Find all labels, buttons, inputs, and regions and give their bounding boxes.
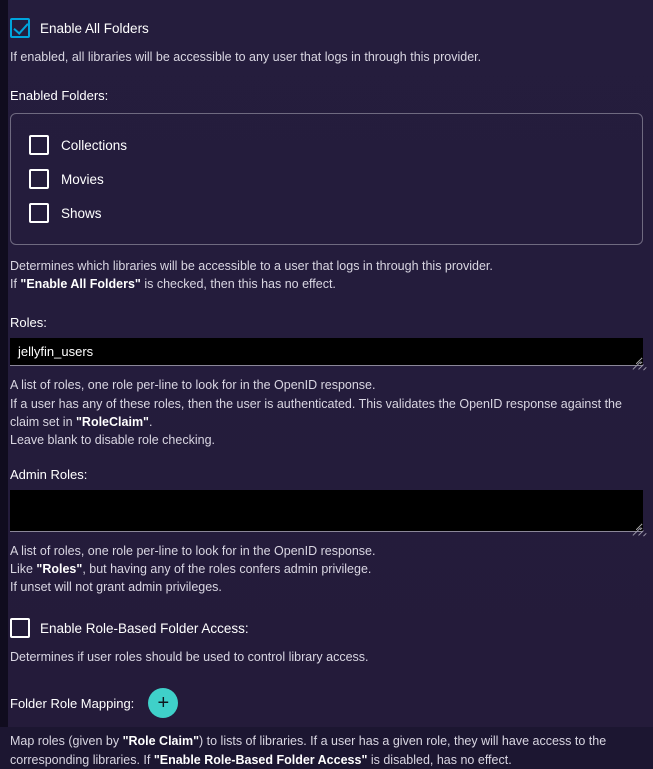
list-item[interactable]: [29, 162, 630, 196]
folder-checkbox-movies[interactable]: [29, 169, 49, 189]
helper-text-strong: "Enable All Folders": [20, 277, 141, 292]
roles-helper-line4: Leave blank to disable role checking.: [10, 432, 215, 447]
folder-label-shows: Shows: [61, 205, 102, 221]
roles-label: Roles:: [10, 315, 47, 331]
folder-role-mapping-helper-line2: [10, 751, 643, 769]
role-based-folder-access-row[interactable]: [10, 618, 643, 638]
helper-text-post: .: [148, 414, 153, 429]
left-gutter: [0, 0, 8, 727]
role-based-folder-access-helper: Determines if user roles should be used to control library access.: [10, 650, 369, 665]
folder-label-collections: Collections: [61, 137, 128, 153]
enable-all-folders-checkbox[interactable]: [10, 18, 30, 38]
roles-helper-line1: A list of roles, one role per-line to look for in the OpenID response.: [10, 378, 376, 393]
helper-text-pre: Like: [10, 562, 37, 576]
helper-text-post: is checked, then this has no effect.: [140, 277, 336, 292]
roles-helper-line2: If a user has any of these roles, then the user is authenticated. This validates the OpenID response against the: [10, 396, 622, 411]
enable-all-folders-row[interactable]: [10, 18, 643, 38]
helper-text-strong: "Enable Role-Based Folder Access": [153, 752, 368, 767]
folder-checkbox-shows[interactable]: [29, 203, 49, 223]
roles-helper-line3: [10, 413, 643, 431]
roles-textarea-wrapper: [10, 338, 643, 366]
admin-roles-textarea-wrapper: [10, 490, 643, 532]
folder-label-movies: Movies: [61, 171, 104, 187]
admin-roles-helper-line3: If unset will not grant admin privileges.: [10, 580, 222, 595]
enable-all-folders-helper: If enabled, all libraries will be accessible to any user that logs in through this provider.: [10, 50, 482, 64]
helper-text-strong: "Roles": [36, 562, 83, 576]
helper-text-pre: claim set in: [10, 414, 76, 429]
admin-roles-label: Admin Roles:: [10, 466, 88, 482]
enabled-folders-box: [10, 113, 643, 245]
folder-checkbox-collections[interactable]: [29, 135, 49, 155]
admin-roles-helper-line2: [10, 560, 643, 578]
role-based-folder-access-label: Enable Role-Based Folder Access:: [40, 620, 249, 636]
helper-text-post: ) to lists of libraries. If a user has a given role, they will have access to the: [199, 734, 607, 749]
folder-role-mapping-helper-line1: [10, 732, 643, 750]
admin-roles-input[interactable]: [10, 490, 643, 532]
helper-text-strong: "Role Claim": [122, 734, 200, 749]
list-item[interactable]: [29, 196, 630, 230]
enabled-folders-label: Enabled Folders:: [10, 88, 109, 104]
enabled-folders-helper-line2: [10, 275, 643, 293]
enable-all-folders-label: Enable All Folders: [40, 20, 149, 36]
admin-roles-helper-line1: A list of roles, one role per-line to look for in the OpenID response.: [10, 543, 376, 558]
enabled-folders-helper-line1: Determines which libraries will be accessible to a user that logs in through this provider.: [10, 259, 493, 274]
helper-text-pre: If: [10, 277, 21, 292]
folder-role-mapping-row: [10, 688, 643, 718]
folder-role-mapping-label: Folder Role Mapping:: [10, 695, 135, 711]
roles-input[interactable]: [10, 338, 643, 366]
helper-text-pre: corresponding libraries. If: [10, 752, 154, 767]
helper-text-post: is disabled, has no effect.: [367, 752, 512, 767]
role-based-folder-access-checkbox[interactable]: [10, 618, 30, 638]
helper-text-pre: Map roles (given by: [10, 734, 123, 749]
helper-text-post: , but having any of the roles confers admin privilege.: [82, 562, 372, 576]
add-folder-role-mapping-button[interactable]: +: [148, 688, 178, 718]
helper-text-strong: "RoleClaim": [76, 414, 149, 429]
list-item[interactable]: [29, 128, 630, 162]
